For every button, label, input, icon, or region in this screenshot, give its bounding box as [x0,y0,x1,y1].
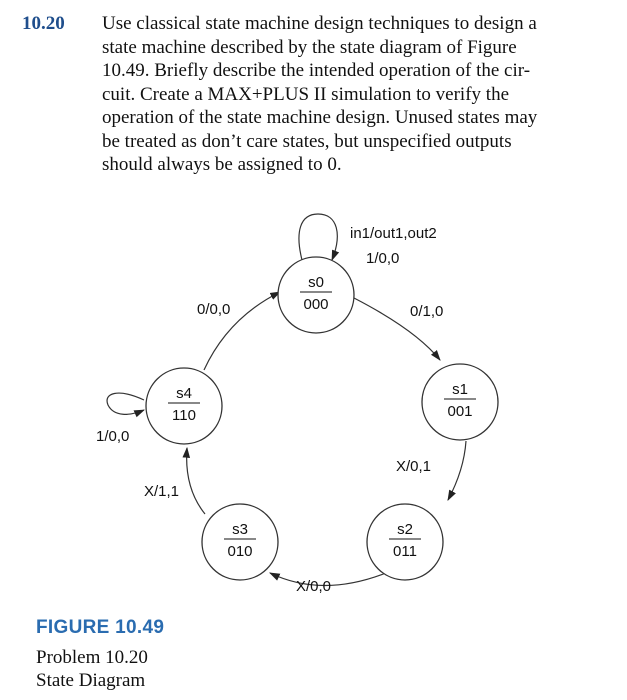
state-s3-name: s3 [232,521,248,538]
figure-title: FIGURE 10.49 [36,617,165,638]
state-s2-name: s2 [397,521,413,538]
problem-line: cuit. Create a MAX+PLUS II simulation to verify the [102,83,509,105]
state-s0 [278,257,354,333]
transition-s0-self [299,214,337,260]
problem-line: state machine described by the state diagram of Figure [102,36,517,58]
transition-s0-self-label: 1/0,0 [366,250,400,267]
transition-s1-s2 [448,441,466,500]
state-s1 [422,364,498,440]
problem-line: should always be assigned to 0. [102,154,342,175]
state-s1-name: s1 [452,381,468,398]
transition-s2-s3-label: X/0,0 [296,578,332,595]
problem-line: 10.49. Briefly describe the intended operation of the cir- [102,60,531,81]
transition-s1-s2-label: X/0,1 [396,458,432,475]
transition-s3-s4 [187,448,205,514]
legend-label: in1/out1,out2 [350,225,437,242]
state-s3 [202,504,278,580]
transition-s3-s4-label: X/1,1 [144,483,180,500]
problem-line: Use classical state machine design techniques to design a [102,13,537,34]
problem-line: operation of the state machine design. Unused states may [102,107,538,128]
transition-s4-self [107,393,144,414]
state-s4 [146,368,222,444]
state-s0-name: s0 [308,274,324,291]
state-s3-code: 010 [227,543,253,560]
state-s4-code: 110 [172,407,196,424]
state-s1-code: 001 [447,403,473,420]
figure-subtitle-1: Problem 10.20 [36,647,148,668]
problem-number: 10.20 [22,13,65,34]
transition-s4-self-label: 1/0,0 [96,428,130,445]
transition-s0-s1-label: 0/1,0 [410,303,444,320]
problem-line: be treated as don’t care states, but unspecified outputs [102,130,512,152]
state-s2 [367,504,443,580]
figure-subtitle-2: State Diagram [36,670,146,691]
state-s2-code: 011 [393,543,417,560]
state-s4-name: s4 [176,385,192,402]
transition-s4-s0-label: 0/0,0 [197,301,231,318]
state-s0-code: 000 [303,296,329,313]
